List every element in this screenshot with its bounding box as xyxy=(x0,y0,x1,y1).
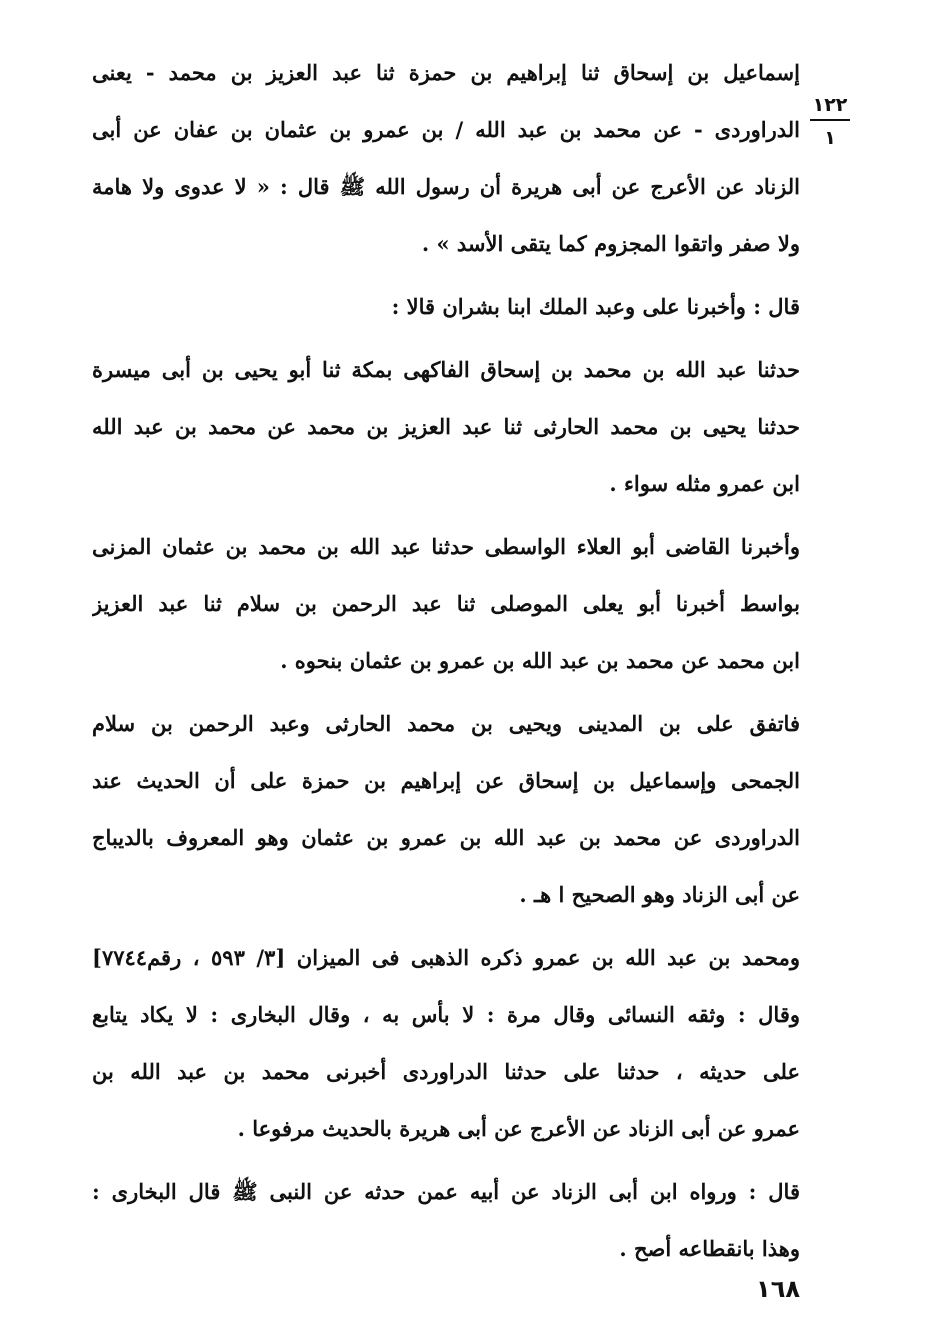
paragraph-5 xyxy=(92,695,800,923)
text-line: الدراوردى - عن محمد بن عبد الله / بن عمرو بن عثمان بن عفان عن أبى xyxy=(92,117,800,142)
text-line: الجمحى وإسماعيل بن إسحاق عن إبراهيم بن حمزة على أن الحديث عند xyxy=(92,768,800,793)
margin-reference-top: ١٢٢ xyxy=(812,94,848,116)
page-number: ١٦٨ xyxy=(756,1275,800,1303)
paragraph-1 xyxy=(92,44,800,272)
text-line: قال : وأخبرنا على وعبد الملك ابنا بشران قالا : xyxy=(391,294,800,319)
paragraph-7 xyxy=(92,1163,800,1277)
paragraph-6 xyxy=(92,929,800,1157)
margin-reference-rule xyxy=(810,119,850,121)
text-line: بواسط أخبرنا أبو يعلى الموصلى ثنا عبد الرحمن بن سلام ثنا عبد العزيز xyxy=(92,591,800,616)
text-line: إسماعيل بن إسحاق ثنا إبراهيم بن حمزة ثنا عبد العزيز بن محمد - يعنى xyxy=(92,60,800,85)
text-line: عمرو عن أبى الزناد عن الأعرج عن أبى هريرة بالحديث مرفوعا . xyxy=(237,1116,800,1141)
text-line: فاتفق على بن المدينى ويحيى بن محمد الحارثى وعبد الرحمن بن سلام xyxy=(92,711,800,736)
text-line: حدثنا يحيى بن محمد الحارثى ثنا عبد العزيز بن محمد عن محمد بن عبد الله xyxy=(92,414,800,439)
text-line: وهذا بانقطاعه أصح . xyxy=(619,1236,800,1261)
text-line: الدراوردى عن محمد بن عبد الله بن عمرو بن عثمان وهو المعروف بالديباج xyxy=(92,825,800,850)
text-line: ابن عمرو مثله سواء . xyxy=(609,471,800,496)
text-line: حدثنا عبد الله بن محمد بن إسحاق الفاكهى بمكة ثنا أبو يحيى بن أبى ميسرة xyxy=(92,357,800,382)
text-line: عن أبى الزناد وهو الصحيح ا هـ . xyxy=(519,882,800,907)
paragraph-2 xyxy=(92,278,800,335)
text-line: ومحمد بن عبد الله بن عمرو ذكره الذهبى فى الميزان [٣/ ٥٩٣ ، رقم٧٧٤٤] xyxy=(92,945,800,970)
text-line: وقال : وثقه النسائى وقال مرة : لا بأس به ، وقال البخارى : لا يكاد يتابع xyxy=(92,1002,800,1027)
text-line: الزناد عن الأعرج عن أبى هريرة أن رسول الله ﷺ قال : « لا عدوى ولا هامة xyxy=(92,174,800,199)
text-line: قال : ورواه ابن أبى الزناد عن أبيه عمن حدثه عن النبى ﷺ قال البخارى : xyxy=(92,1179,800,1204)
text-line: ولا صفر واتقوا المجزوم كما يتقى الأسد » . xyxy=(421,231,800,256)
text-line: على حديثه ، حدثنا على حدثنا الدراوردى أخبرنى محمد بن عبد الله بن xyxy=(92,1059,800,1084)
paragraph-3 xyxy=(92,341,800,512)
main-text xyxy=(92,44,800,1283)
text-line: وأخبرنا القاضى أبو العلاء الواسطى حدثنا عبد الله بن محمد بن عثمان المزنى xyxy=(92,534,800,559)
margin-reference xyxy=(808,94,852,149)
paragraph-4 xyxy=(92,518,800,689)
margin-reference-bottom: ١ xyxy=(824,127,836,149)
text-line: ابن محمد عن محمد بن عبد الله بن عمرو بن عثمان بنحوه . xyxy=(280,648,800,673)
